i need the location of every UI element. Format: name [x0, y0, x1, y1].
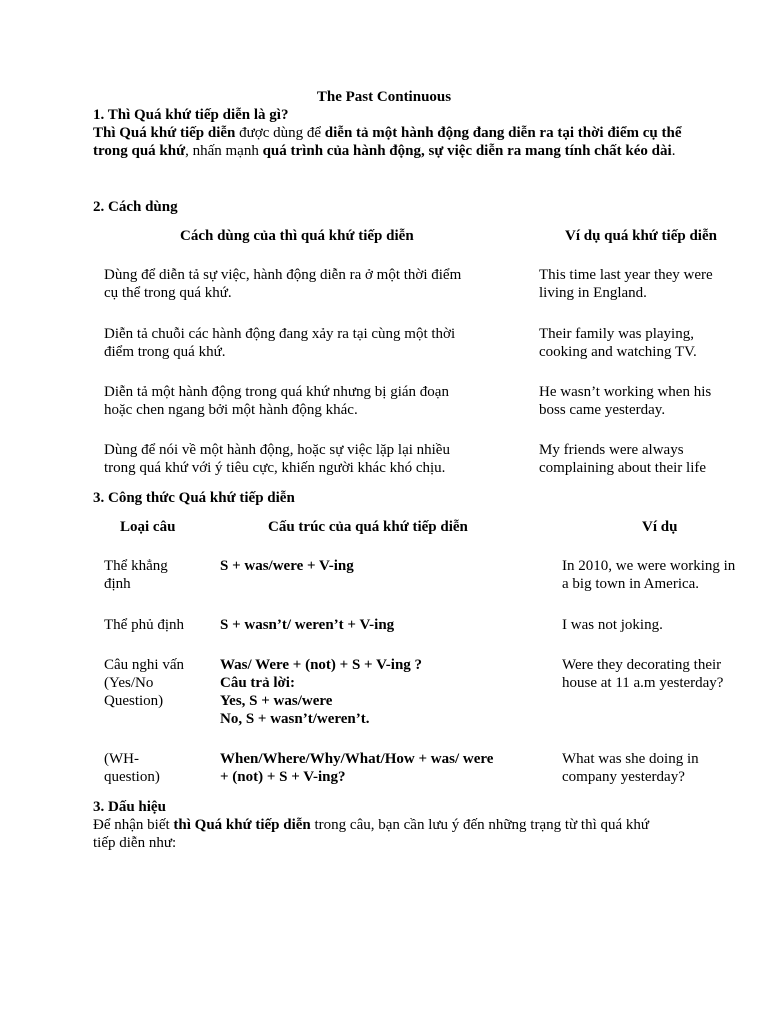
document-title: The Past Continuous [316, 89, 452, 105]
table-header: Cách dùng của thì quá khứ tiếp diễn [180, 228, 414, 244]
structure-line: S + was/were + V-ing [220, 558, 354, 574]
type-line: Question) [104, 693, 164, 709]
structure-line: Was/ Were + (not) + S + V-ing ? [220, 657, 423, 673]
table-header: Ví dụ [642, 519, 678, 535]
section1-heading: 1. Thì Quá khứ tiếp diễn là gì? [93, 107, 289, 123]
section2-heading: 2. Cách dùng [93, 199, 178, 215]
definition-text: , nhấn mạnh [185, 143, 263, 159]
definition-text: được dùng để [235, 125, 325, 141]
example-line: Were they decorating their [562, 657, 722, 673]
table-header: Ví dụ quá khứ tiếp diễn [565, 228, 717, 244]
definition-text: . [671, 143, 676, 159]
example-line: Their family was playing, [539, 326, 694, 342]
sentence-type-cell [104, 656, 184, 710]
example-line: In 2010, we were working in [562, 558, 736, 574]
example-cell [539, 325, 697, 361]
usage-line: hoặc chen ngang bởi một hành động khác. [104, 402, 358, 418]
signal-term: thì Quá khứ tiếp diễn [173, 817, 311, 833]
type-line: (WH- [104, 751, 139, 767]
structure-line: S + wasn’t/ weren’t + V-ing [220, 617, 395, 633]
usage-line: cụ thể trong quá khứ. [104, 285, 232, 301]
example-line: a big town in America. [562, 576, 700, 592]
example-line: He wasn’t working when his [539, 384, 712, 400]
structure-cell [220, 656, 422, 728]
usage-cell [104, 325, 455, 361]
usage-line: Dùng để nói về một hành động, hoặc sự việc lặp lại nhiều [104, 442, 450, 458]
definition-term: Thì Quá khứ tiếp diễn [93, 125, 236, 141]
example-cell [539, 441, 706, 477]
section4-heading: 3. Dấu hiệu [93, 799, 166, 815]
usage-line: Dùng để diễn tả sự việc, hành động diễn ra ở một thời điểm [104, 267, 462, 283]
usage-line: Diễn tả một hành động trong quá khứ nhưng bị gián đoạn [104, 384, 449, 400]
example-line: cooking and watching TV. [539, 344, 697, 360]
type-line: (Yes/No [104, 675, 154, 691]
example-line: company yesterday? [562, 769, 685, 785]
structure-line: When/Where/Why/What/How + was/ were [220, 751, 494, 767]
table-header: Cấu trúc của quá khứ tiếp diễn [268, 519, 468, 535]
example-cell [539, 383, 711, 419]
section1-definition [93, 124, 683, 160]
type-line: Thể khẳng [104, 558, 168, 574]
structure-cell [220, 557, 354, 575]
sentence-type-cell [104, 750, 160, 786]
example-cell [562, 750, 699, 786]
example-line: house at 11 a.m yesterday? [562, 675, 724, 691]
type-line: question) [104, 769, 160, 785]
type-line: định [104, 576, 131, 592]
sentence-type-cell [104, 616, 184, 634]
structure-line: Câu trả lời: [220, 675, 295, 691]
example-cell [562, 656, 723, 692]
table-header: Loại câu [120, 519, 176, 535]
sentence-type-cell [104, 557, 168, 593]
signal-text: Để nhận biết [93, 817, 174, 833]
definition-emphasis: quá trình của hành động, sự việc diễn ra mang tính chất kéo dài [262, 143, 672, 159]
usage-line: Diễn tả chuỗi các hành động đang xảy ra tại cùng một thời [104, 326, 456, 342]
usage-cell [104, 383, 449, 419]
structure-line: Yes, S + was/were [220, 693, 333, 709]
usage-line: điểm trong quá khứ. [104, 344, 226, 360]
section4-text [93, 816, 668, 852]
example-line: boss came yesterday. [539, 402, 666, 418]
example-line: I was not joking. [562, 617, 663, 633]
example-line: My friends were always [539, 442, 684, 458]
usage-line: trong quá khứ với ý tiêu cực, khiến người khác khó chịu. [104, 460, 446, 476]
type-line: Câu nghi vấn [104, 657, 184, 673]
example-cell [562, 616, 663, 634]
structure-line: + (not) + S + V-ing? [220, 769, 346, 785]
usage-cell [104, 266, 461, 302]
example-line: This time last year they were [539, 267, 713, 283]
example-line: living in England. [539, 285, 647, 301]
example-line: What was she doing in [562, 751, 699, 767]
usage-cell [104, 441, 450, 477]
example-cell [562, 557, 735, 593]
section3-heading: 3. Công thức Quá khứ tiếp diễn [93, 490, 295, 506]
definition-emphasis: diễn tả một hành động đang diễn ra tại thời điểm cụ thể trong quá khứ [93, 125, 682, 159]
signal-text: trong câu, bạn cần lưu ý đến những trạng từ thì quá khứ tiếp diễn như: [93, 817, 650, 851]
structure-cell [220, 616, 394, 634]
structure-cell [220, 750, 493, 786]
example-line: complaining about their life [539, 460, 707, 476]
example-cell [539, 266, 713, 302]
structure-line: No, S + wasn’t/weren’t. [220, 711, 370, 727]
type-line: Thể phủ định [104, 617, 184, 633]
